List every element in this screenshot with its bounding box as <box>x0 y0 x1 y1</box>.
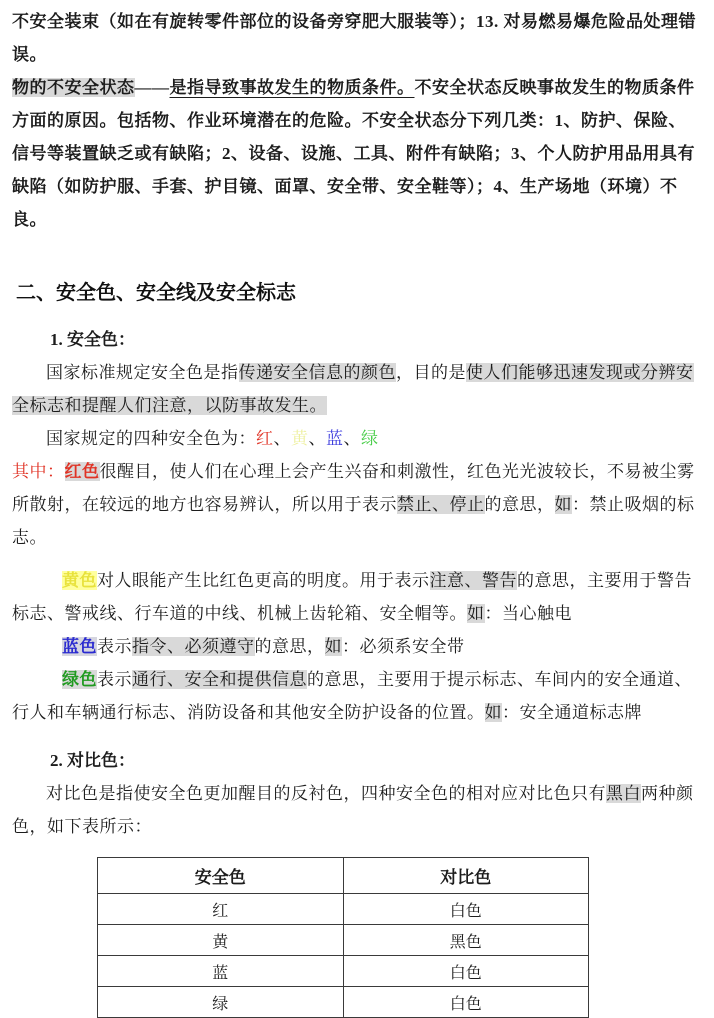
blue-color-term: 蓝色 <box>62 637 97 656</box>
table-header-contrast-color: 对比色 <box>343 858 589 894</box>
yellow-text-2: 的意思，主要用于警告标志、警戒线、行车道的中线、机械上齿轮箱、安全帽等。 <box>12 571 692 623</box>
section-heading: 二、安全色、安全线及安全标志 <box>16 282 296 304</box>
blue-highlight-1: 指令、必须遵守 <box>132 637 255 656</box>
color-word-red: 红 <box>256 429 274 448</box>
separator: 、 <box>308 429 326 448</box>
blue-text-1: 表示 <box>97 637 132 656</box>
contrast-highlight-1: 黑白 <box>606 784 641 803</box>
table-cell-contrast: 黑色 <box>343 925 589 956</box>
table-header-row <box>98 858 589 894</box>
table-cell-safety: 绿 <box>98 987 344 1018</box>
table-cell-contrast: 白色 <box>343 987 589 1018</box>
red-highlight-2: 如 <box>554 495 572 514</box>
green-color-term: 绿色 <box>62 670 97 689</box>
paragraph-national-standard <box>12 356 702 422</box>
table-row <box>98 894 589 925</box>
red-highlight-1: 禁止、停止 <box>397 495 485 514</box>
table-cell-safety: 蓝 <box>98 956 344 987</box>
unsafe-state-definition: 是指导致事故发生的物质条件。 <box>169 78 415 97</box>
yellow-text-1: 对人眼能产生比红色更高的明度。用于表示 <box>97 571 430 590</box>
table-cell-safety: 黄 <box>98 925 344 956</box>
contrast-color-table <box>97 857 589 1018</box>
standard-highlight-1: 传递安全信息的颜色 <box>238 363 396 382</box>
subheading-safety-color: 1. 安全色： <box>50 330 135 349</box>
paragraph-yellow-color <box>12 564 702 630</box>
green-highlight-1: 通行、安全和提供信息 <box>132 670 307 689</box>
table-cell-contrast: 白色 <box>343 894 589 925</box>
table-row <box>98 956 589 987</box>
contrast-text-1: 对比色是指使安全色更加醒目的反衬色，四种安全色的相对应对比色只有 <box>46 784 606 803</box>
paragraph-unsafe-state <box>12 71 702 236</box>
blue-highlight-2: 如 <box>324 637 342 656</box>
unsafe-state-detail: 不安全状态反映事故发生的物质条件方面的原因。包括物、作业环境潜在的危险。不安全状态分下列几类：1、防护、保险、信号等装置缺乏或有缺陷；2、设备、设施、工具、附件有缺陷；3、个人防护用品用具有缺陷（如防护服、手套、护目镜、面罩、安全带、安全鞋等）；4、生产场地（环境）不良。 <box>12 78 695 229</box>
separator: 、 <box>273 429 291 448</box>
red-color-term: 红色 <box>64 462 100 481</box>
red-text-2: 的意思， <box>484 495 555 514</box>
red-text-3: ：禁止吸烟的标志。 <box>12 495 695 547</box>
table-row <box>98 925 589 956</box>
paragraph-four-colors <box>12 422 702 455</box>
blue-text-2: 的意思， <box>254 637 325 656</box>
paragraph-red-color <box>12 455 702 554</box>
green-text-3: ：安全通道标志牌 <box>502 703 642 722</box>
red-paragraph-lead: 其中： <box>12 462 65 481</box>
dash: —— <box>134 78 170 97</box>
color-word-green: 绿 <box>361 429 379 448</box>
paragraph-unsafe-dress <box>12 5 702 71</box>
unsafe-state-term: 物的不安全状态 <box>12 78 135 97</box>
yellow-text-3: ：当心触电 <box>484 604 572 623</box>
table-cell-contrast: 白色 <box>343 956 589 987</box>
standard-highlight-2: 使人们能够迅速发现或分辨安全标志和提醒人们注意，以防事故发生。 <box>12 363 694 415</box>
yellow-color-term: 黄色 <box>62 571 97 590</box>
yellow-highlight-1: 注意、警告 <box>429 571 517 590</box>
green-text-1: 表示 <box>97 670 132 689</box>
contrast-text-2: 两种颜色，如下表所示： <box>12 784 694 836</box>
color-word-yellow: 黄 <box>291 429 309 448</box>
standard-text-1: 国家标准规定安全色是指 <box>46 363 239 382</box>
green-highlight-2: 如 <box>484 703 502 722</box>
unsafe-dress-text: 不安全装束（如在有旋转零件部位的设备旁穿肥大服装等）；13. 对易燃易爆危险品处理错误。 <box>12 12 696 64</box>
four-colors-lead: 国家规定的四种安全色为： <box>46 429 256 448</box>
color-word-blue: 蓝 <box>326 429 344 448</box>
subheading-contrast-color: 2. 对比色： <box>50 751 135 770</box>
yellow-highlight-2: 如 <box>467 604 485 623</box>
paragraph-green-color <box>12 663 702 729</box>
standard-text-2: ，目的是 <box>396 363 466 382</box>
separator: 、 <box>343 429 361 448</box>
table-header-safety-color: 安全色 <box>98 858 344 894</box>
blue-text-3: ：必须系安全带 <box>342 637 465 656</box>
paragraph-contrast <box>12 777 702 843</box>
red-text-1: 很醒目，使人们在心理上会产生兴奋和刺激性，红色光光波较长，不易被尘雾所散射，在较远的地方也容易辨认，所以用于表示 <box>12 462 695 514</box>
table-cell-safety: 红 <box>98 894 344 925</box>
green-text-2: 的意思，主要用于提示标志、车间内的安全通道、行人和车辆通行标志、消防设备和其他安全防护设备的位置。 <box>12 670 692 722</box>
paragraph-blue-color <box>12 630 702 663</box>
table-row <box>98 987 589 1018</box>
